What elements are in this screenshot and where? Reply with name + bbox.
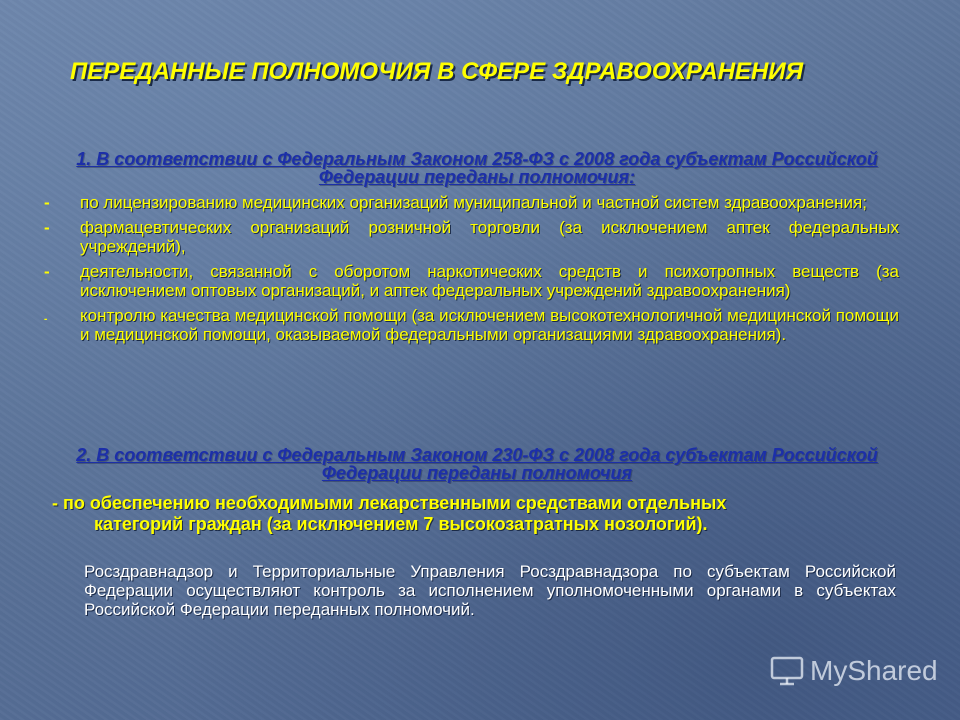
list-item	[44, 218, 899, 256]
closing-paragraph: Росздравнадзор и Территориальные Управления Росздравнадзора по субъектам Российской Федерации осуществляют контроль за исполнением уполномоченными органами в субъектах Российской Федерации переданных полномочий.	[84, 562, 896, 619]
list-item-text: контролю качества медицинской помощи (за исключением высокотехнологичной медицинской помощи и медицинской помощи, оказываемой федеральными организациями здравоохранения).	[80, 306, 899, 344]
watermark-text: MyShared	[810, 655, 938, 686]
list-item	[44, 306, 899, 344]
list-item	[44, 193, 899, 212]
presentation-icon	[770, 656, 804, 686]
slide-title: ПЕРЕДАННЫЕ ПОЛНОМОЧИЯ В СФЕРЕ ЗДРАВООХРАНЕНИЯ	[70, 58, 804, 85]
section2-heading: 2. В соответствии с Федеральным Законом 230-ФЗ с 2008 года субъектам Российской Федерации переданы полномочия	[76, 445, 878, 483]
bullet-dash: -	[44, 314, 48, 325]
list-item-text: деятельности, связанной с оборотом наркотических средств и психотропных веществ (за исключением оптовых организаций, и аптек федеральных учреждений здравоохранения)	[80, 262, 899, 300]
bullet-dash: -	[44, 218, 50, 237]
list-item	[44, 262, 899, 300]
section1-list	[44, 193, 899, 350]
section1-heading: 1. В соответствии с Федеральным Законом 258-ФЗ с 2008 года субъектам Российской Федерации переданы полномочия:	[76, 149, 878, 187]
section2-line2: категорий граждан (за исключением 7 высокозатратных нозологий).	[94, 514, 708, 534]
list-item-text: фармацевтических организаций розничной торговли (за исключением аптек федеральных учреждений),	[80, 218, 899, 256]
section2-item	[52, 493, 902, 535]
bullet-dash: -	[44, 193, 50, 212]
bullet-dash: -	[44, 262, 50, 281]
watermark	[770, 655, 938, 687]
section2-line1: - по обеспечению необходимыми лекарственными средствами отдельных	[52, 493, 727, 513]
list-item-text: по лицензированию медицинских организаций муниципальной и частной систем здравоохранения;	[80, 193, 867, 212]
